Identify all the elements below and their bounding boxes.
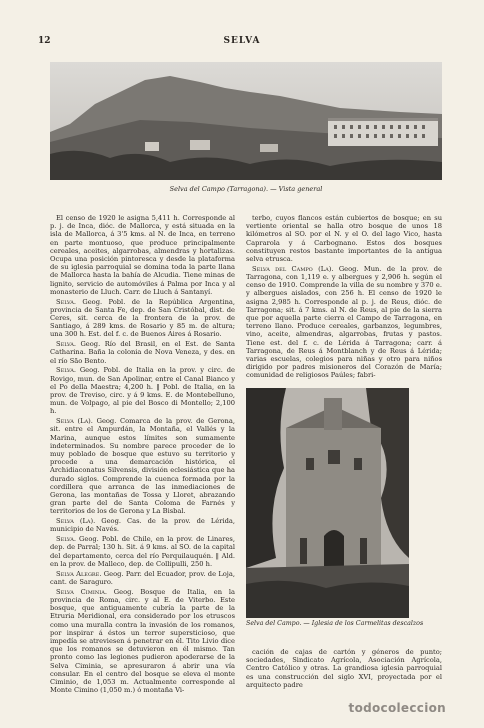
entry-text: Geog. Parr. del Ecuador, prov. de Loja, cant. de Saraguro.	[50, 569, 235, 586]
entry-text: cación de cajas de cartón y géneros de punto; sociedades, Sindicato Agrícola, Asociación Agrícola, Centro Católico y otras. La grandiosa iglesia parroquial es una construcción del siglo XVI, proyectada por el arquitecto padre	[246, 648, 442, 689]
page-number: 12	[38, 36, 51, 46]
entry-paragraph	[50, 366, 235, 415]
church-photo	[246, 388, 409, 618]
entry-headword: Selva del Campo (La).	[252, 264, 334, 273]
entry-paragraph	[50, 340, 235, 365]
entry-paragraph	[246, 214, 442, 263]
entry-text: Geog. Pobl. de la República Argentina, provincia de Santa Fe, dep. de San Cristóbal, dist. de Ceres, sit. cerca de la frontera de la prov. de Santiago, á 289 kms. de Rosario y 85 m. de altura; una 300 h. Est. del f. c. de Buenos Aires á Rosario.	[50, 297, 235, 339]
running-header	[38, 36, 446, 50]
entry-headword: Selva.	[56, 297, 76, 306]
entry-paragraph	[50, 517, 235, 533]
photo-caption-general-view: Selva del Campo (Tarragona). — Vista general	[169, 185, 323, 193]
entry-headword: Selva.	[56, 340, 76, 349]
entry-headword: Selva Alegre.	[56, 569, 102, 578]
entry-paragraph	[50, 535, 235, 568]
entry-headword: Selva (La).	[56, 517, 96, 526]
photo-caption-church: Selva del Campo. — Iglesia de los Carmelitas descalzos	[246, 620, 424, 627]
entry-headword: Selva.	[56, 366, 76, 375]
entry-paragraph	[246, 648, 442, 689]
entry-text: Geog. Comarca de la prov. de Gerona, sit. entre el Ampurdán, la Montaña, el Vallés y la Marina, aunque estos límites son sumamente indeterminados. Su nombre parece proceder de lo muy poblado de bosque que estuvo su territorio y procede a una demarcación histórica, el Archidiaconatus Silvensis, división eclesiástica que ha durado siglos. Comprende la cuenca formada por la cordillera que arranca de las inmediaciones de Gerona, las montañas de Tossa y Lloret, abrazando gran parte del de Santa Coloma de Farnés y territorios de los de Gerona y La Bisbal.	[50, 417, 235, 516]
entry-paragraph	[50, 214, 235, 296]
entry-text: Geog. Cas. de la prov. de Lérida, municipio de Navés.	[50, 517, 235, 534]
entry-text: Geog. Mun. de la prov. de Tarragona, con 1,119 e. y albergues y 2,906 h. según el censo de 1910. Comprende la villa de su nombre y 370 e. y albergues aislados, con 256 h. El censo de 1920 le asigna 2,985 h. Corresponde al p. j. de Reus, dióc. de Tarragona; sit. á 7 kms. al N. de Reus, al pie de la sierra que por aquella parte cierra el Campo de Tarragona, en terreno llano. Produce cereales, garbanzos, legumbres, vino, aceite, almendras, algarrobas, frutas y pastos. Tiene est. del f. c. de Lérida á Tarragona; carr. á Tarragona, de Reus á Montblanch y de Reus á Lérida; varias escuelas, colegios para niñas y otro para niños dirigido por padres misioneros del Corazón de María; comunidad de religiosos Paúles; fabri-	[246, 264, 443, 380]
entry-paragraph	[50, 570, 235, 586]
entry-text: Geog. Pobl. de Chile, en la prov. de Linares, dep. de Parral; 130 h. Sit. á 9 kms. al SO. de la capital del departamento, cerca del río Perquilauquén. ‖ Ald. en la prov. de Malleco, dep. de Collipulli, 250 h.	[50, 535, 235, 568]
entry-headword: Selva.	[56, 535, 76, 544]
entry-paragraph	[246, 265, 442, 380]
column-right-top	[246, 214, 442, 381]
entry-paragraph	[50, 588, 235, 695]
entry-text: Geog. Bosque de Italia, en la provincia de Roma, circ. y al E. de Viterbo. Este bosque, que antiguamente cubría la parte de la Etruria Meridional, era considerado por los etruscos como una muralla contra la invasión de los romanos, por inspirar á éstos un terror supersticioso, que impedía se atreviesen á penetrar en él. Tito Livio dice que los romanos se detuvieron en él mismo. Tan pronto como las legiones pudieron apoderarse de la Selva Ciminia, se apresuraron á abrir una vía consular. En el centro del bosque se eleva el monte Ciminio, de 1,053 m. Actualmente corresponde al Monte Cimino (1,050 m.) ó montaña Vi-	[50, 587, 235, 695]
entry-paragraph	[50, 298, 235, 339]
entry-paragraph	[50, 417, 235, 515]
watermark-logo: todocoleccion	[348, 701, 446, 715]
landscape-photo	[50, 62, 442, 180]
entry-text: terbo, cuyos flancos están cubiertos de bosque; en su vertiente oriental se halla otro bosque de unos 18 kilómetros al SO. por el N. y el O. del lago Vico, hasta Caprarola y á Carbognano. Estos dos bosques constituyen restos bastante importantes de la antigua selva etrusca.	[246, 214, 442, 264]
column-left	[50, 214, 235, 696]
column-right-bottom	[246, 648, 442, 691]
photo-general-view	[50, 62, 442, 180]
entry-headword: Selva (La).	[56, 417, 93, 426]
entry-text: Geog. Pobl. de Italia en la prov. y circ. de Rovigo, mun. de San Apolinar, entre el Canal Bianco y el Po della Maestra; 4,200 h. ‖ Pobl. de Italia, en la prov. de Treviso, circ. y á 9 kms. E. de Montebelluno, mun. de Volpago, al pie del Bosco di Montello; 2,100 h.	[50, 366, 235, 416]
entry-text: Geog. Río del Brasil, en el Est. de Santa Catharina. Baña la colonia de Nova Veneza, y des. en el río São Bento.	[50, 340, 235, 365]
section-title: SELVA	[223, 36, 261, 46]
entry-headword: Selva Ciminia.	[56, 587, 107, 596]
photo-church	[246, 388, 409, 618]
entry-text: El censo de 1920 le asigna 5,411 h. Corresponde al p. j. de Inca, dióc. de Mallorca, y está situada en la isla de Mallorca, á 3'5 kms. al N. de Inca, en terreno en parte montuoso, que produce principalmente cereales, aceites, algarrobas, almendras y hortalizas. Ocupa una posición pintoresca y desde la plataforma de su iglesia parroquial se domina toda la parte llana de Mallorca hasta la bahía de Alcudia. Tiene minas de lignito, servicio de automóviles á Palma por Inca y al monasterio de Lluch. Carr. de Lluch á Santanyí.	[50, 214, 235, 296]
